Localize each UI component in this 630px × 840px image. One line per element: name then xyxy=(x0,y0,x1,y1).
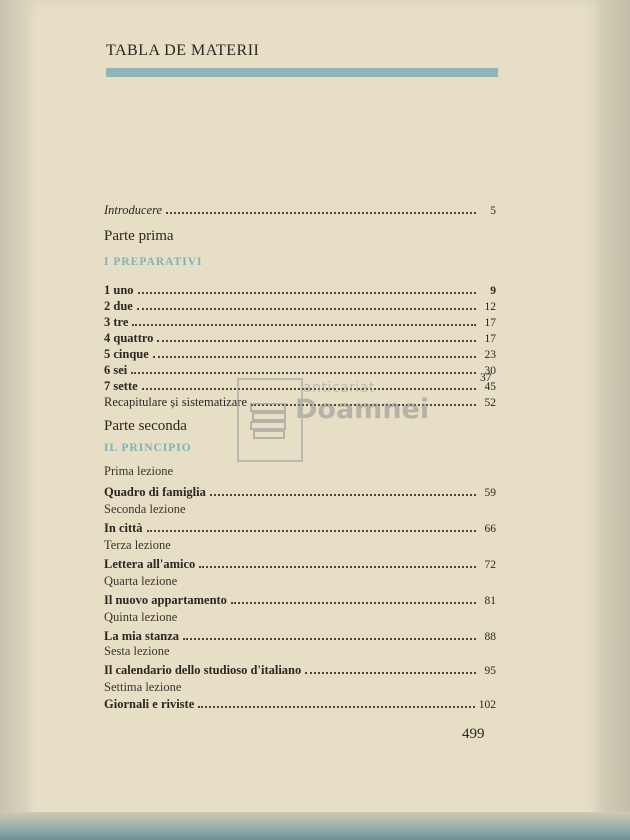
leader-dots xyxy=(183,638,476,640)
toc-entry-label: Lettera all'amico xyxy=(104,557,196,571)
leader-dots xyxy=(199,566,476,568)
page-title: TABLA DE MATERII xyxy=(106,42,260,59)
toc-entry-label: 6 sei xyxy=(104,363,128,377)
toc-entry-label: Il nuovo appartamento xyxy=(104,593,227,607)
toc-entry-label: 2 due xyxy=(104,299,133,313)
leader-dots xyxy=(137,308,476,310)
toc-entry-label: Quadro di famiglia xyxy=(104,485,206,499)
toc-entry xyxy=(104,696,496,712)
toc-entry xyxy=(104,662,496,678)
toc-entry-label: In città xyxy=(104,521,143,535)
leader-dots xyxy=(138,292,476,294)
toc-entry xyxy=(104,592,496,608)
toc-entry-page: 5 xyxy=(490,205,496,217)
toc-entry xyxy=(104,282,496,298)
toc-entry-label: Introducere xyxy=(104,203,163,217)
toc-entry xyxy=(104,556,496,572)
leader-dots xyxy=(231,602,476,604)
toc-entry xyxy=(104,628,496,644)
toc-entry-page: 9 xyxy=(490,285,496,297)
toc-entry xyxy=(104,520,496,536)
toc-entry-page: 23 xyxy=(484,349,496,361)
book-cover-edge xyxy=(0,812,630,840)
toc-entry-label: Giornali e riviste xyxy=(104,697,195,711)
watermark-top-text: anticariat xyxy=(303,380,375,396)
toc-entry-page: 102 xyxy=(478,699,496,711)
watermark xyxy=(237,378,430,462)
toc-entry-page: 17 xyxy=(484,317,496,329)
lesson-label: Quinta lezione xyxy=(104,610,178,624)
toc-entry xyxy=(104,330,496,346)
toc-entry-label: La mia stanza xyxy=(104,629,179,643)
toc-entry-label: 4 quattro xyxy=(104,331,154,345)
toc-entry xyxy=(104,346,496,362)
toc-entry xyxy=(104,362,496,378)
title-underline-bar xyxy=(106,68,498,77)
toc-entry-label: 1 uno xyxy=(104,283,134,297)
toc-entry-page: 72 xyxy=(484,559,496,571)
toc-entry-label: Recapitulare și sistematizare xyxy=(104,395,247,409)
leader-dots xyxy=(153,356,476,358)
toc-entry-page-extra: 37 xyxy=(480,372,492,384)
toc-entry-label: 7 sette xyxy=(104,379,138,393)
lesson-label: Quarta lezione xyxy=(104,574,178,588)
books-icon xyxy=(249,400,289,444)
section-heading: I PREPARATIVI xyxy=(104,256,203,268)
toc-entry-label: 5 cinque xyxy=(104,347,149,361)
leader-dots xyxy=(198,706,474,708)
toc-entry xyxy=(104,484,496,500)
toc-entry-page: 95 xyxy=(484,665,496,677)
part-heading: Parte seconda xyxy=(104,418,187,434)
lesson-label: Prima lezione xyxy=(104,464,174,478)
toc-entry xyxy=(104,314,496,330)
leader-dots xyxy=(305,672,476,674)
section-heading: IL PRINCIPIO xyxy=(104,442,192,454)
toc-entry-page: 59 xyxy=(484,487,496,499)
leader-dots xyxy=(131,372,476,374)
leader-dots xyxy=(132,324,476,326)
watermark-main-text: Doamnei xyxy=(295,394,430,425)
lesson-label: Seconda lezione xyxy=(104,502,186,516)
toc-entry-label: 3 tre xyxy=(104,315,129,329)
leader-dots xyxy=(210,494,476,496)
toc-entry-page: 88 xyxy=(484,631,496,643)
toc-entry xyxy=(104,298,496,314)
leader-dots xyxy=(166,212,476,214)
toc-entry-page: 52 xyxy=(484,397,496,409)
toc-entry-page: 66 xyxy=(484,523,496,535)
toc-entry-page: 17 xyxy=(484,333,496,345)
toc-entry-label: Il calendario dello studioso d'italiano xyxy=(104,663,302,677)
toc-entry-page: 12 xyxy=(484,301,496,313)
page-edge xyxy=(602,0,630,840)
leader-dots xyxy=(147,530,476,532)
toc-entry-page: 45 xyxy=(484,381,496,393)
leader-dots xyxy=(157,340,476,342)
toc-entry-page: 30 xyxy=(484,365,496,377)
toc-entry-page: 81 xyxy=(484,595,496,607)
lesson-label: Terza lezione xyxy=(104,538,171,552)
lesson-label: Settima lezione xyxy=(104,680,182,694)
toc-entry-intro xyxy=(104,202,496,218)
lesson-label: Sesta lezione xyxy=(104,644,170,658)
part-heading: Parte prima xyxy=(104,228,174,244)
page-number: 499 xyxy=(462,726,485,742)
book-spine-shadow xyxy=(0,0,30,840)
